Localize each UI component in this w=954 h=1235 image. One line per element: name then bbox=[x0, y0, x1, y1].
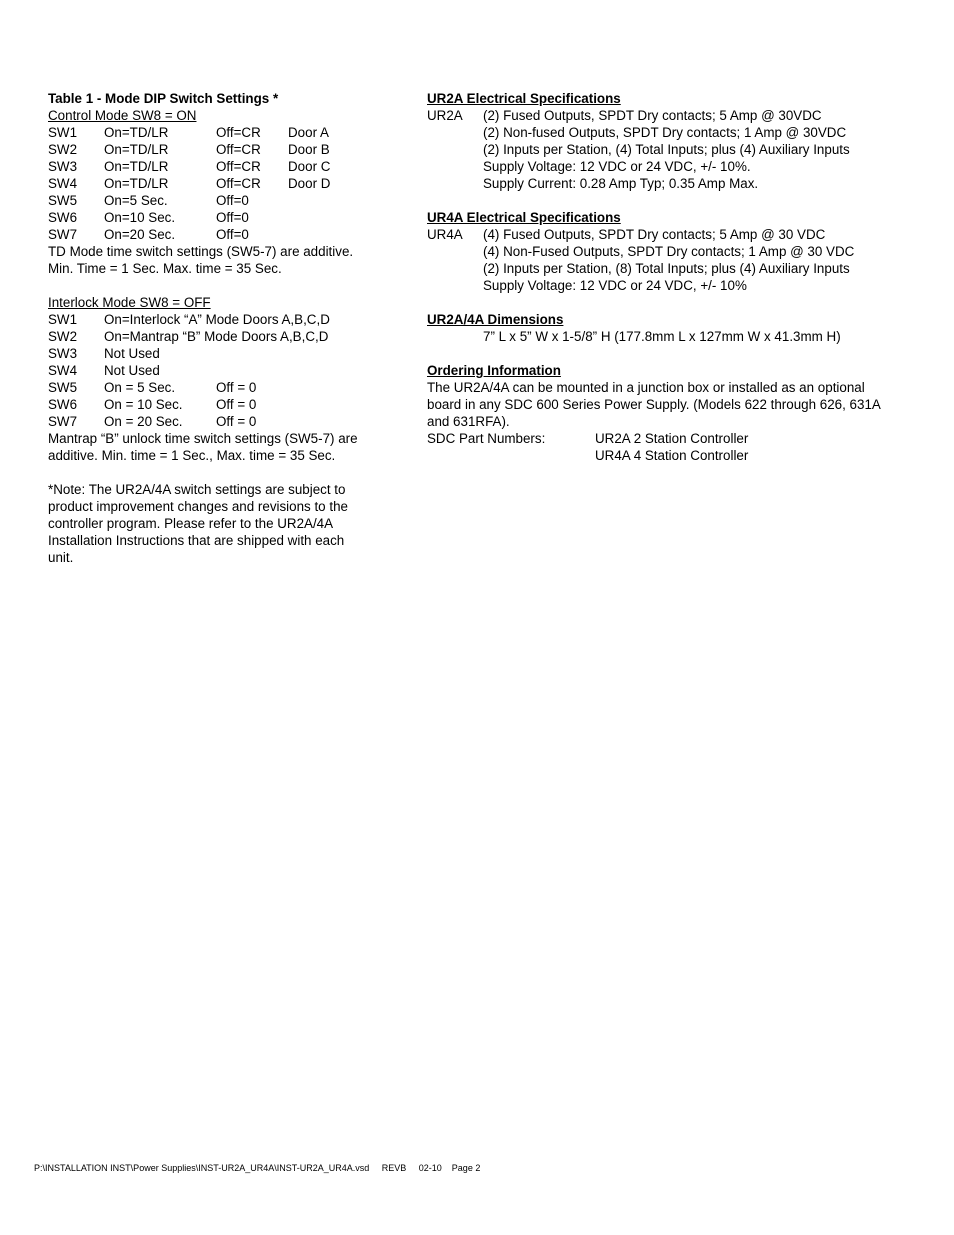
ur4a-spec-line: Supply Voltage: 12 VDC or 24 VDC, +/- 10% bbox=[483, 278, 747, 293]
page-footer: P:\INSTALLATION INST\Power Supplies\INST-UR2A_UR4A\INST-UR2A_UR4A.vsd REVB 02-10 Page 2 bbox=[34, 1163, 481, 1173]
interlock-mode-heading: Interlock Mode SW8 = OFF bbox=[48, 295, 211, 310]
ur2a-spec-line: UR2A (2) Fused Outputs, SPDT Dry contacts; 5 Amp @ 30VDC bbox=[427, 108, 822, 123]
ur2a-spec-line: (2) Inputs per Station, (4) Total Inputs; plus (4) Auxiliary Inputs bbox=[483, 142, 850, 157]
dimensions-heading: UR2A/4A Dimensions bbox=[427, 312, 564, 327]
control-row: SW6 On=10 Sec. Off=0 bbox=[48, 210, 249, 225]
interlock-row: SW4 Not Used bbox=[48, 363, 160, 378]
interlock-note-line: additive. Min. time = 1 Sec., Max. time = 35 Sec. bbox=[48, 448, 336, 463]
control-row: SW5 On=5 Sec. Off=0 bbox=[48, 193, 249, 208]
control-row: SW1 On=TD/LR Off=CR Door A bbox=[48, 125, 329, 140]
dip-switch-table bbox=[48, 90, 388, 566]
ur2a-model: UR2A bbox=[427, 108, 463, 123]
specifications bbox=[427, 90, 927, 464]
interlock-row: SW1 On=Interlock “A” Mode Doors A,B,C,D bbox=[48, 312, 330, 327]
ur2a-heading: UR2A Electrical Specifications bbox=[427, 91, 621, 106]
table1-title: Table 1 - Mode DIP Switch Settings * bbox=[48, 91, 279, 106]
dimensions-text: 7” L x 5” W x 1-5/8” H (177.8mm L x 127mm W x 41.3mm H) bbox=[483, 329, 841, 344]
control-row: SW7 On=20 Sec. Off=0 bbox=[48, 227, 249, 242]
footnote bbox=[48, 481, 388, 566]
footnote-line: Installation Instructions that are shipped with each bbox=[48, 533, 345, 548]
ur4a-heading: UR4A Electrical Specifications bbox=[427, 210, 621, 225]
ordering-paragraph bbox=[427, 379, 927, 430]
part-number-row bbox=[427, 447, 927, 464]
control-row: SW2 On=TD/LR Off=CR Door B bbox=[48, 142, 330, 157]
ur4a-spec-line: UR4A (4) Fused Outputs, SPDT Dry contacts; 5 Amp @ 30 VDC bbox=[427, 227, 826, 242]
part-number: UR2A 2 Station Controller bbox=[595, 431, 749, 446]
ur2a-spec-line: Supply Current: 0.28 Amp Typ; 0.35 Amp Max. bbox=[483, 176, 759, 191]
ur2a-spec-line: (2) Non-fused Outputs, SPDT Dry contacts; 1 Amp @ 30VDC bbox=[483, 125, 847, 140]
interlock-timed-row: SW5 On = 5 Sec. Off = 0 bbox=[48, 380, 257, 395]
footnote-line: controller program. Please refer to the UR2A/4A bbox=[48, 516, 334, 531]
control-note-line: TD Mode time switch settings (SW5-7) are additive. bbox=[48, 244, 354, 259]
ordering-line: The UR2A/4A can be mounted in a junction box or installed as an optional bbox=[427, 380, 865, 395]
part-numbers-label: SDC Part Numbers: bbox=[427, 431, 546, 446]
interlock-row: SW2 On=Mantrap “B” Mode Doors A,B,C,D bbox=[48, 329, 329, 344]
footnote-line: unit. bbox=[48, 550, 74, 565]
interlock-note-line: Mantrap “B” unlock time switch settings (SW5-7) are bbox=[48, 431, 358, 446]
control-mode-heading: Control Mode SW8 = ON bbox=[48, 108, 197, 123]
control-row: SW3 On=TD/LR Off=CR Door C bbox=[48, 159, 331, 174]
part-number: UR4A 4 Station Controller bbox=[595, 448, 749, 463]
interlock-timed-row: SW7 On = 20 Sec. Off = 0 bbox=[48, 414, 257, 429]
part-number-row bbox=[427, 430, 927, 447]
control-row: SW4 On=TD/LR Off=CR Door D bbox=[48, 176, 331, 191]
ordering-line: board in any SDC 600 Series Power Supply. (Models 622 through 626, 631A bbox=[427, 397, 881, 412]
footnote-line: product improvement changes and revisions to the bbox=[48, 499, 348, 514]
ordering-line: and 631RFA). bbox=[427, 414, 510, 429]
control-note-line: Min. Time = 1 Sec. Max. time = 35 Sec. bbox=[48, 261, 282, 276]
ordering-heading: Ordering Information bbox=[427, 363, 561, 378]
ur4a-model: UR4A bbox=[427, 227, 463, 242]
ur4a-spec-line: (4) Non-Fused Outputs, SPDT Dry contacts; 1 Amp @ 30 VDC bbox=[483, 244, 855, 259]
ur2a-spec-line: Supply Voltage: 12 VDC or 24 VDC, +/- 10%. bbox=[483, 159, 751, 174]
ur4a-spec-line: (2) Inputs per Station, (8) Total Inputs; plus (4) Auxiliary Inputs bbox=[483, 261, 850, 276]
interlock-row: SW3 Not Used bbox=[48, 346, 160, 361]
interlock-timed-row: SW6 On = 10 Sec. Off = 0 bbox=[48, 397, 257, 412]
footnote-line: *Note: The UR2A/4A switch settings are subject to bbox=[48, 482, 346, 497]
